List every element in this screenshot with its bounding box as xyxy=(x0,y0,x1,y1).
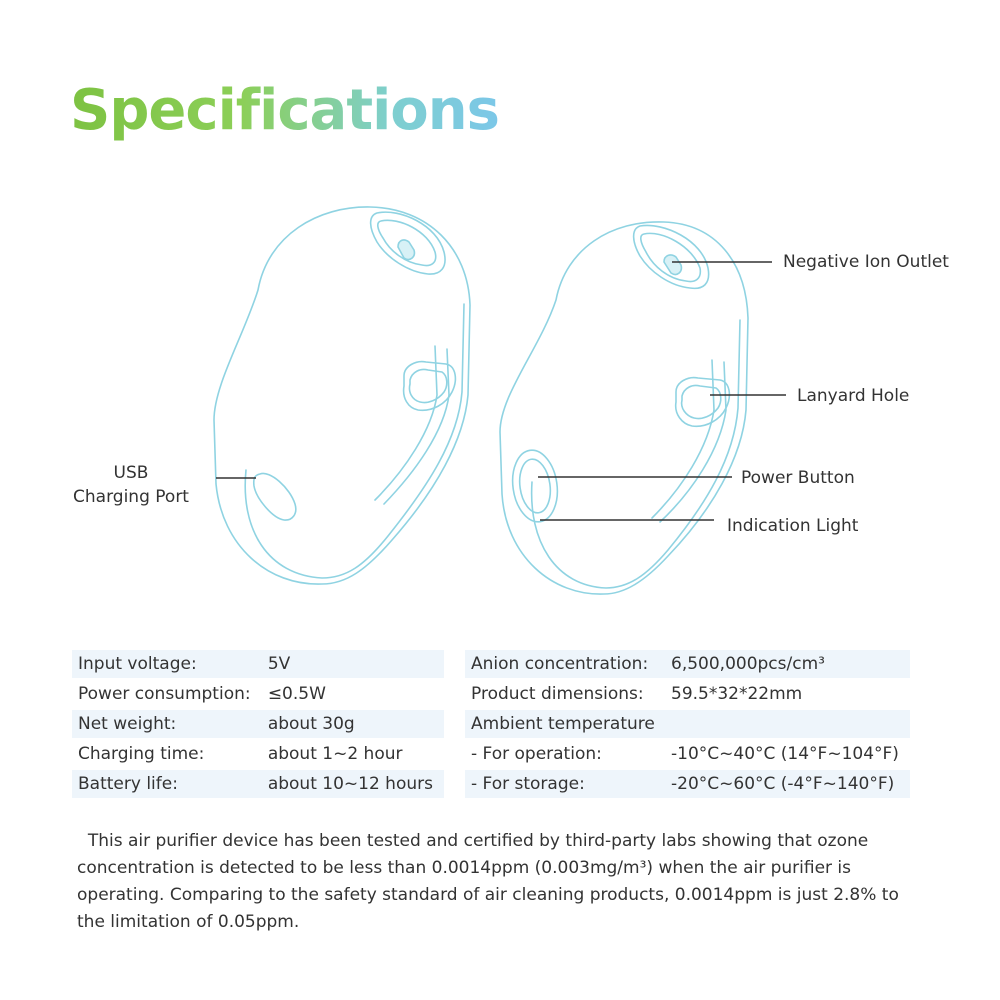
ozone-safety-note-text: This air purifier device has been tested and certified by third-party labs showing that ozone concentration is detected to be less than 0.0014ppm (0.003mg/m³) when the air purifier is operating. Comparing to the safety standard of air cleaning products, 0.0014ppm is just 2.8% to the limitation of 0.05ppm. xyxy=(77,831,899,932)
spec-value: about 10~12 hours xyxy=(262,770,444,798)
usb-label-line2: Charging Port xyxy=(73,487,189,507)
spec-label: Battery life: xyxy=(72,770,262,798)
spec-label: Power consumption: xyxy=(78,684,251,704)
spec-value: -20°C~60°C (-4°F~140°F) xyxy=(665,770,910,798)
spec-value: 5V xyxy=(262,650,444,678)
device-front-view xyxy=(500,222,748,594)
spec-value: 6,500,000pcs/cm³ xyxy=(665,650,910,678)
spec-label: Net weight: xyxy=(72,710,262,738)
spec-value xyxy=(665,710,910,738)
spec-row xyxy=(465,770,910,798)
spec-label: Anion concentration: xyxy=(465,650,665,678)
spec-row xyxy=(465,710,910,738)
spec-row xyxy=(72,770,444,798)
ozone-safety-note xyxy=(77,828,927,936)
spec-label: Charging time: xyxy=(78,744,205,764)
indication-light-label: Indication Light xyxy=(727,516,859,536)
page-title: Specifications xyxy=(70,78,499,143)
device-back-view xyxy=(214,207,470,584)
lanyard-hole-label: Lanyard Hole xyxy=(797,386,910,406)
usb-label-line1: USB xyxy=(113,463,149,483)
spec-value: ≤0.5W xyxy=(267,684,326,704)
spec-row xyxy=(72,710,444,738)
negative-ion-outlet-label: Negative Ion Outlet xyxy=(783,252,949,272)
spec-value: 59.5*32*22mm xyxy=(671,684,803,704)
spec-table-right xyxy=(465,648,910,800)
usb-port-label xyxy=(66,463,196,507)
spec-label: - For storage: xyxy=(465,770,665,798)
spec-row xyxy=(72,740,444,768)
spec-row xyxy=(465,740,910,768)
power-button-label: Power Button xyxy=(741,468,855,488)
spec-row xyxy=(465,680,910,708)
spec-value: -10°C~40°C (14°F~104°F) xyxy=(671,744,899,764)
spec-value: about 1~2 hour xyxy=(267,744,403,764)
spec-label: Ambient temperature xyxy=(465,710,665,738)
spec-label: Input voltage: xyxy=(72,650,262,678)
spec-label: - For operation: xyxy=(471,744,602,764)
spec-table-left xyxy=(72,648,444,800)
spec-row xyxy=(465,650,910,678)
spec-label: Product dimensions: xyxy=(471,684,644,704)
spec-value: about 30g xyxy=(262,710,444,738)
spec-row xyxy=(72,650,444,678)
spec-row xyxy=(72,680,444,708)
